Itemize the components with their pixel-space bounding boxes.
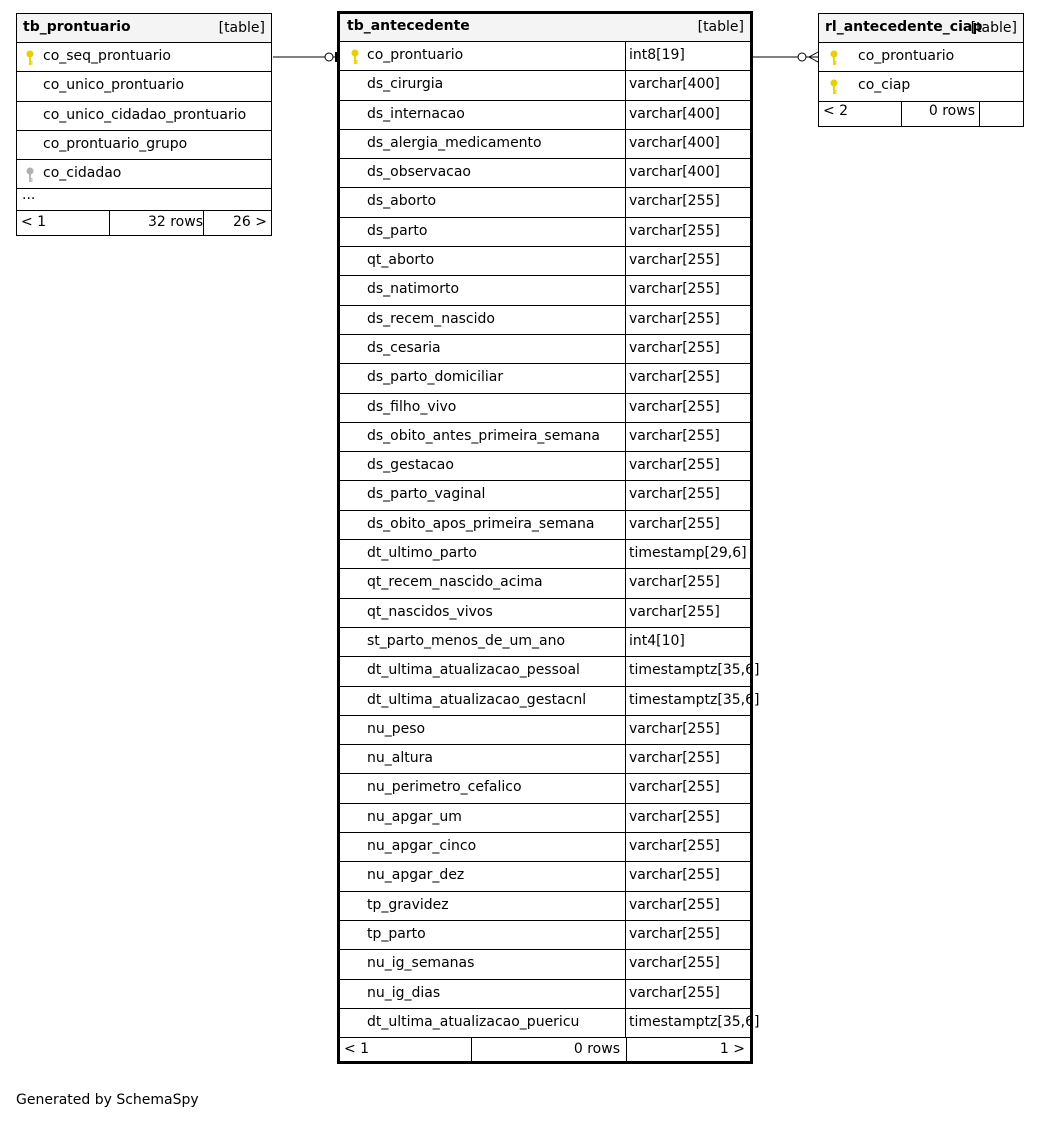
column-row[interactable]	[340, 892, 750, 921]
row-count: 0 rows	[573, 1041, 620, 1058]
table-footer	[17, 211, 271, 235]
primary-key-icon	[830, 79, 838, 95]
column-row[interactable]	[340, 335, 750, 364]
column-row[interactable]	[340, 569, 750, 598]
column-type: varchar[255]	[629, 281, 720, 298]
column-row[interactable]	[340, 452, 750, 481]
column-type: varchar[255]	[629, 984, 720, 1001]
column-type: varchar[255]	[629, 457, 720, 474]
column-row[interactable]	[340, 862, 750, 891]
column-type: varchar[255]	[629, 427, 720, 444]
column-type: varchar[255]	[629, 574, 720, 591]
column-name: nu_apgar_dez	[367, 867, 465, 884]
children-count[interactable]: 1 >	[719, 1041, 745, 1058]
column-row[interactable]	[17, 72, 271, 101]
column-name: qt_recem_nascido_acima	[367, 574, 543, 591]
column-name: nu_ig_dias	[367, 984, 441, 1001]
column-name: co_seq_prontuario	[43, 48, 171, 64]
column-name: dt_ultima_atualizacao_gestacnl	[367, 691, 587, 708]
table-name: tb_antecedente	[347, 18, 470, 34]
column-type: int4[10]	[629, 632, 685, 649]
column-name: tp_parto	[367, 925, 426, 942]
column-name: ds_observacao	[367, 164, 472, 181]
column-row[interactable]	[340, 101, 750, 130]
column-type: varchar[255]	[629, 720, 720, 737]
column-type: timestamptz[35,6]	[629, 1013, 760, 1030]
column-name: co_ciap	[858, 77, 911, 94]
column-name: nu_apgar_um	[367, 808, 462, 825]
table-footer	[340, 1038, 750, 1061]
column-type: varchar[255]	[629, 310, 720, 327]
column-name: nu_ig_semanas	[367, 955, 475, 972]
column-row[interactable]	[340, 130, 750, 159]
column-row[interactable]	[340, 364, 750, 393]
column-type: timestamptz[35,6]	[629, 691, 760, 708]
column-name: ds_obito_apos_primeira_semana	[367, 515, 595, 532]
crowfoot-marker	[809, 52, 818, 57]
crowfoot-marker	[809, 57, 818, 62]
column-name: ds_parto	[367, 222, 428, 239]
table-type: [table]	[970, 20, 1017, 36]
column-type: varchar[255]	[629, 398, 720, 415]
column-type: varchar[400]	[629, 105, 720, 122]
column-type: varchar[255]	[629, 252, 720, 269]
column-type: varchar[400]	[629, 164, 720, 181]
column-type: timestamp[29,6]	[629, 545, 747, 562]
column-name: ds_filho_vivo	[367, 398, 457, 415]
column-name: dt_ultima_atualizacao_pessoal	[367, 662, 580, 679]
column-row[interactable]	[340, 774, 750, 803]
column-name: dt_ultimo_parto	[367, 545, 477, 562]
column-row[interactable]	[17, 43, 271, 72]
column-type: timestamptz[35,6]	[629, 662, 760, 679]
column-name: ds_alergia_medicamento	[367, 134, 542, 151]
table-header[interactable]	[819, 14, 1023, 43]
column-type: varchar[400]	[629, 134, 720, 151]
column-name: st_parto_menos_de_um_ano	[367, 632, 566, 649]
column-row[interactable]	[17, 160, 271, 189]
parents-count[interactable]: < 1	[344, 1041, 370, 1058]
column-type: varchar[255]	[629, 867, 720, 884]
column-name: tp_gravidez	[367, 896, 449, 913]
column-name: co_unico_prontuario	[43, 77, 185, 94]
column-name: ds_natimorto	[367, 281, 460, 298]
column-row[interactable]	[340, 687, 760, 716]
column-type: varchar[255]	[629, 515, 720, 532]
column-type: varchar[255]	[629, 925, 720, 942]
column-row[interactable]	[340, 833, 750, 862]
foreign-key-icon	[26, 167, 34, 183]
column-row[interactable]	[340, 599, 750, 628]
column-row[interactable]	[340, 423, 750, 452]
table-header[interactable]	[17, 14, 271, 43]
column-row[interactable]	[340, 657, 760, 686]
column-type: varchar[255]	[629, 193, 720, 210]
table-footer	[819, 102, 1023, 126]
column-row[interactable]	[340, 980, 750, 1009]
column-name: ds_obito_antes_primeira_semana	[367, 427, 601, 444]
column-row[interactable]	[340, 921, 750, 950]
column-row[interactable]	[340, 950, 750, 979]
column-name: ds_parto_vaginal	[367, 486, 486, 503]
column-type: varchar[255]	[629, 750, 720, 767]
column-row[interactable]	[340, 804, 750, 833]
column-row[interactable]	[340, 247, 750, 276]
column-name: co_prontuario	[367, 47, 464, 63]
column-row[interactable]	[340, 716, 750, 745]
column-type: varchar[255]	[629, 896, 720, 913]
table-name: tb_prontuario	[23, 19, 131, 35]
column-row[interactable]	[340, 188, 750, 217]
column-row[interactable]	[340, 218, 750, 247]
column-name: ds_internacao	[367, 105, 465, 122]
children-count[interactable]: 26 >	[233, 214, 267, 231]
generated-by-label: Generated by SchemaSpy	[16, 1092, 199, 1108]
column-row[interactable]	[340, 306, 750, 335]
column-row[interactable]	[819, 72, 1023, 101]
column-row[interactable]	[340, 159, 750, 188]
column-type: varchar[255]	[629, 603, 720, 620]
column-name: qt_aborto	[367, 252, 435, 269]
table-tb-antecedente[interactable]	[337, 11, 760, 1064]
column-row[interactable]	[340, 394, 750, 423]
table-header[interactable]	[340, 14, 750, 42]
column-type: varchar[255]	[629, 339, 720, 356]
column-name: qt_nascidos_vivos	[367, 603, 493, 620]
row-count: 32 rows	[147, 214, 203, 231]
column-name: co_unico_cidadao_prontuario	[43, 106, 247, 123]
zero-marker	[798, 53, 806, 61]
column-type: varchar[400]	[629, 76, 720, 93]
column-row[interactable]	[340, 481, 750, 510]
column-type: varchar[255]	[629, 955, 720, 972]
column-name: ds_aborto	[367, 193, 437, 210]
column-type: varchar[255]	[629, 222, 720, 239]
column-row[interactable]	[819, 43, 1023, 72]
more-columns-indicator: ...	[17, 189, 271, 211]
column-type: varchar[255]	[629, 838, 720, 855]
column-row[interactable]	[340, 71, 750, 100]
column-name: ds_recem_nascido	[367, 310, 495, 327]
table-type: [table]	[697, 19, 744, 35]
column-row[interactable]	[340, 511, 750, 540]
column-type: varchar[255]	[629, 486, 720, 503]
column-name: co_prontuario_grupo	[43, 135, 188, 152]
column-name: ds_cirurgia	[367, 76, 444, 93]
column-row[interactable]	[17, 102, 271, 131]
column-row[interactable]	[340, 745, 750, 774]
zero-marker	[325, 53, 333, 61]
column-name: nu_altura	[367, 750, 433, 767]
column-name: nu_perimetro_cefalico	[367, 779, 522, 796]
column-name: ds_parto_domiciliar	[367, 369, 504, 386]
table-rl-antecedente-ciap[interactable]	[818, 13, 1024, 127]
table-type: [table]	[218, 20, 265, 36]
column-name: co_prontuario	[858, 48, 955, 64]
primary-key-icon	[26, 50, 34, 66]
column-type: varchar[255]	[629, 779, 720, 796]
parents-count[interactable]: < 2	[823, 102, 849, 119]
column-name: ds_gestacao	[367, 457, 454, 474]
column-type: int8[19]	[629, 47, 685, 63]
column-row[interactable]	[340, 1009, 760, 1038]
table-name: rl_antecedente_ciap	[825, 19, 983, 35]
column-row[interactable]	[340, 628, 750, 657]
column-row[interactable]	[17, 131, 271, 160]
column-name: nu_peso	[367, 720, 426, 737]
column-name: ds_cesaria	[367, 339, 441, 356]
column-row[interactable]	[340, 540, 750, 569]
parents-count[interactable]: < 1	[21, 214, 47, 231]
row-count: 0 rows	[928, 102, 975, 119]
column-type: varchar[255]	[629, 369, 720, 386]
column-type: varchar[255]	[629, 808, 720, 825]
primary-key-icon	[830, 50, 838, 66]
column-name: nu_apgar_cinco	[367, 838, 477, 855]
column-row[interactable]	[340, 276, 750, 305]
column-name: dt_ultima_atualizacao_puericu	[367, 1013, 580, 1030]
primary-key-icon	[351, 49, 359, 65]
column-name: co_cidadao	[43, 165, 122, 182]
column-row[interactable]	[340, 42, 750, 71]
table-tb-prontuario[interactable]	[16, 13, 272, 236]
